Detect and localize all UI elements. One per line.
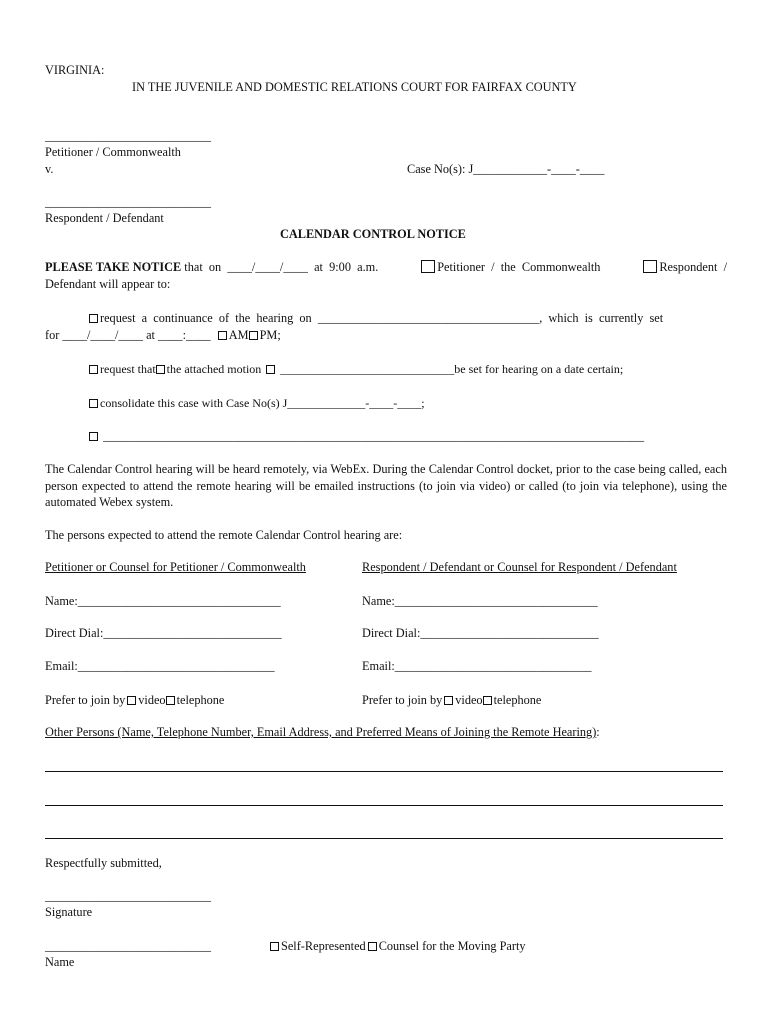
right-dial-field[interactable]: Direct Dial:_____________________________ <box>362 626 599 640</box>
left-video-checkbox[interactable] <box>127 696 136 705</box>
representation-row <box>270 938 526 954</box>
notice-date-field[interactable]: that on ____/____/____ at 9:00 a.m. <box>184 260 379 274</box>
name-label: Name <box>45 955 75 969</box>
consolidate-checkbox[interactable] <box>89 399 98 408</box>
other-persons-line-2[interactable] <box>45 805 723 806</box>
left-name-field[interactable]: Name:_________________________________ <box>45 594 281 608</box>
form-title: CALENDAR CONTROL NOTICE <box>280 227 466 241</box>
left-telephone-label: telephone <box>176 693 225 707</box>
self-represented-label: Self-Represented <box>281 939 366 953</box>
right-email-field[interactable]: Email:________________________________ <box>362 659 592 673</box>
other-persons-line-3[interactable] <box>45 838 723 839</box>
persons-expected-paragraph: The persons expected to attend the remote Calendar Control hearing are: <box>45 528 403 542</box>
motion-field[interactable]: _____________________________be set for hearing on a date certain; <box>280 362 624 376</box>
signature-label: Signature <box>45 905 93 919</box>
right-telephone-label: telephone <box>493 693 542 707</box>
attached-motion-checkbox[interactable] <box>156 365 165 374</box>
right-video-label: video <box>455 693 483 707</box>
respectfully-submitted: Respectfully submitted, <box>45 856 162 870</box>
right-prefer-row <box>362 692 541 708</box>
versus-label: v. <box>45 162 54 176</box>
self-represented-checkbox[interactable] <box>270 942 279 951</box>
signature-field[interactable]: ___________________________ <box>45 889 212 903</box>
motion-option <box>89 361 623 377</box>
notice-line-2: Defendant will appear to: <box>45 277 171 291</box>
left-dial-field[interactable]: Direct Dial:_____________________________ <box>45 626 282 640</box>
petitioner-option-label: Petitioner / the Commonwealth <box>437 260 601 274</box>
attached-motion-label: the attached motion <box>166 362 262 376</box>
right-video-checkbox[interactable] <box>444 696 453 705</box>
counsel-checkbox[interactable] <box>368 942 377 951</box>
right-telephone-checkbox[interactable] <box>483 696 492 705</box>
name-field[interactable]: ___________________________ <box>45 939 212 953</box>
left-telephone-checkbox[interactable] <box>166 696 175 705</box>
other-motion-checkbox[interactable] <box>266 365 275 374</box>
continuance-line-2 <box>45 327 281 343</box>
other-checkbox[interactable] <box>89 432 98 441</box>
respondent-label: Respondent / Defendant <box>45 211 164 225</box>
other-option-field[interactable]: ________________________________________________________________________________________ <box>103 429 645 443</box>
consolidate-option <box>89 395 425 411</box>
continuance-checkbox[interactable] <box>89 314 98 323</box>
request-checkbox[interactable] <box>89 365 98 374</box>
left-prefer-label: Prefer to join by <box>45 693 126 707</box>
respondent-checkbox[interactable] <box>643 260 657 273</box>
respondent-option-label: Respondent / <box>659 260 727 274</box>
left-prefer-row <box>45 692 224 708</box>
left-email-field[interactable]: Email:________________________________ <box>45 659 275 673</box>
continuance-time-field[interactable]: for ____/____/____ at ____:____ <box>45 328 211 342</box>
other-persons-heading: Other Persons (Name, Telephone Number, Email Address, and Preferred Means of Joining the Remote Hearing) <box>45 725 597 739</box>
am-label: AM <box>228 328 249 342</box>
request-that-label: request that <box>100 362 156 376</box>
right-prefer-label: Prefer to join by <box>362 693 443 707</box>
court-heading: IN THE JUVENILE AND DOMESTIC RELATIONS COURT FOR FAIRFAX COUNTY <box>132 80 577 94</box>
right-name-field[interactable]: Name:_________________________________ <box>362 594 598 608</box>
case-number-field[interactable]: Case No(s): J____________-____-____ <box>407 162 605 176</box>
am-checkbox[interactable] <box>218 331 227 340</box>
state-heading: VIRGINIA: <box>45 63 105 77</box>
pm-checkbox[interactable] <box>249 331 258 340</box>
other-persons-heading-row <box>45 724 600 740</box>
right-party-heading: Respondent / Defendant or Counsel for Respondent / Defendant <box>362 560 677 574</box>
petitioner-checkbox[interactable] <box>421 260 435 273</box>
petitioner-name-field[interactable]: ___________________________ <box>45 129 212 143</box>
other-option <box>89 428 644 444</box>
continuance-option <box>89 310 727 326</box>
left-video-label: video <box>138 693 166 707</box>
notice-lead: PLEASE TAKE NOTICE <box>45 260 182 274</box>
continuance-text[interactable]: request a continuance of the hearing on ____________________________________, which is currently set <box>100 311 664 325</box>
other-persons-colon: : <box>596 725 600 739</box>
notice-line-1 <box>45 259 727 275</box>
consolidate-text[interactable]: consolidate this case with Case No(s) J_____________-____-____; <box>100 396 425 410</box>
pm-label: PM; <box>259 328 281 342</box>
other-persons-line-1[interactable] <box>45 771 723 772</box>
respondent-name-field[interactable]: ___________________________ <box>45 195 212 209</box>
counsel-label: Counsel for the Moving Party <box>378 939 526 953</box>
webex-paragraph: The Calendar Control hearing will be heard remotely, via WebEx. During the Calendar Control docket, prior to the case being called, each person expected to attend the remote hearing will be emailed instructions (to join via video) or called (to join via telephone), using the automated Webex system. <box>45 462 727 509</box>
petitioner-label: Petitioner / Commonwealth <box>45 145 181 159</box>
left-party-heading: Petitioner or Counsel for Petitioner / Commonwealth <box>45 560 306 574</box>
